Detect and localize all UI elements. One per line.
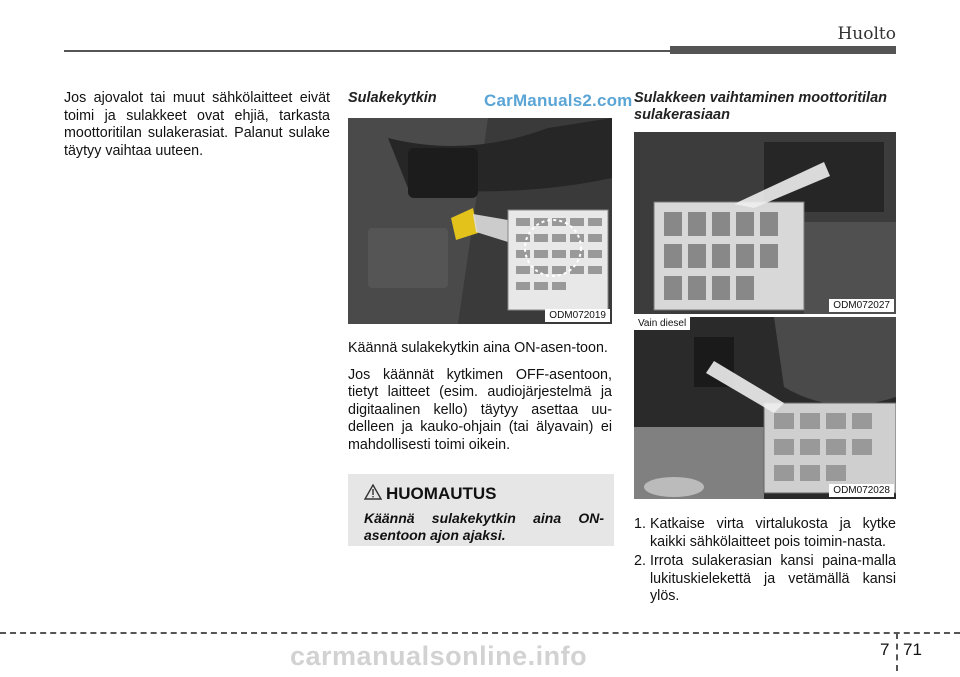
diesel-fuse-photo (634, 317, 896, 499)
list-item (634, 516, 896, 551)
notice-title: HUOMAUTUS (386, 484, 497, 503)
image-code-label: ODM072027 (829, 299, 894, 312)
notice-text: Käännä sulakekytkin aina ON-asentoon ajon ajaksi. (364, 510, 604, 543)
fuse-switch-photo (348, 118, 612, 324)
engine-fuse-photo (634, 132, 896, 314)
step-list (634, 516, 896, 608)
footer-divider-vertical (896, 633, 898, 671)
section-title: Huolto (837, 24, 896, 44)
header-rule (64, 50, 674, 52)
step-text: Katkaise virta virtalukosta ja kytke kaikki sähkölaitteet pois toimin-nasta. (650, 516, 896, 550)
fuse-switch-paragraph-1: Käännä sulakekytkin aina ON-asen-toon. (348, 340, 608, 356)
image-code-label: ODM072019 (545, 309, 610, 322)
header-rule-thick (670, 46, 896, 54)
watermark-top: CarManuals2.com (484, 91, 633, 110)
fuse-switch-text (348, 340, 612, 463)
chapter-number: 7 (880, 640, 890, 659)
page-number: 71 (903, 640, 922, 659)
intro-paragraph: Jos ajovalot tai muut sähkölaitteet eivät toimi ja sulakkeet ovat ehjiä, tarkasta moottoritilan sulakerasiat. Palanut sulake täytyy vaihtaa uuteen. (64, 90, 330, 159)
diesel-tag: Vain diesel (634, 317, 690, 330)
replace-fuse-heading: Sulakkeen vaihtaminen moottoritilan sulakerasiaan (634, 90, 887, 123)
image-code-label: ODM072028 (829, 484, 894, 497)
list-item (634, 553, 896, 606)
fuse-switch-paragraph-2: Jos käännät kytkimen OFF-asentoon, tietyt laitteet (esim. audiojärjestelmä ja digitaalinen kello) täytyy asettaa uu-delleen ja kauko-ohjain (tai älyavain) ei mahdollisesti toimi oikein. (348, 366, 612, 453)
step-number: 2. (634, 553, 646, 569)
step-text: Irrota sulakerasian kansi paina-malla lukituskielekettä ja vetämällä kansi ylös. (650, 553, 896, 604)
notice-box (348, 474, 614, 546)
watermark-bottom: carmanualsonline.info (290, 641, 588, 671)
footer-divider (0, 632, 960, 634)
step-number: 1. (634, 516, 646, 532)
warning-icon (364, 484, 382, 500)
fuse-switch-heading: Sulakekytkin (348, 90, 437, 106)
